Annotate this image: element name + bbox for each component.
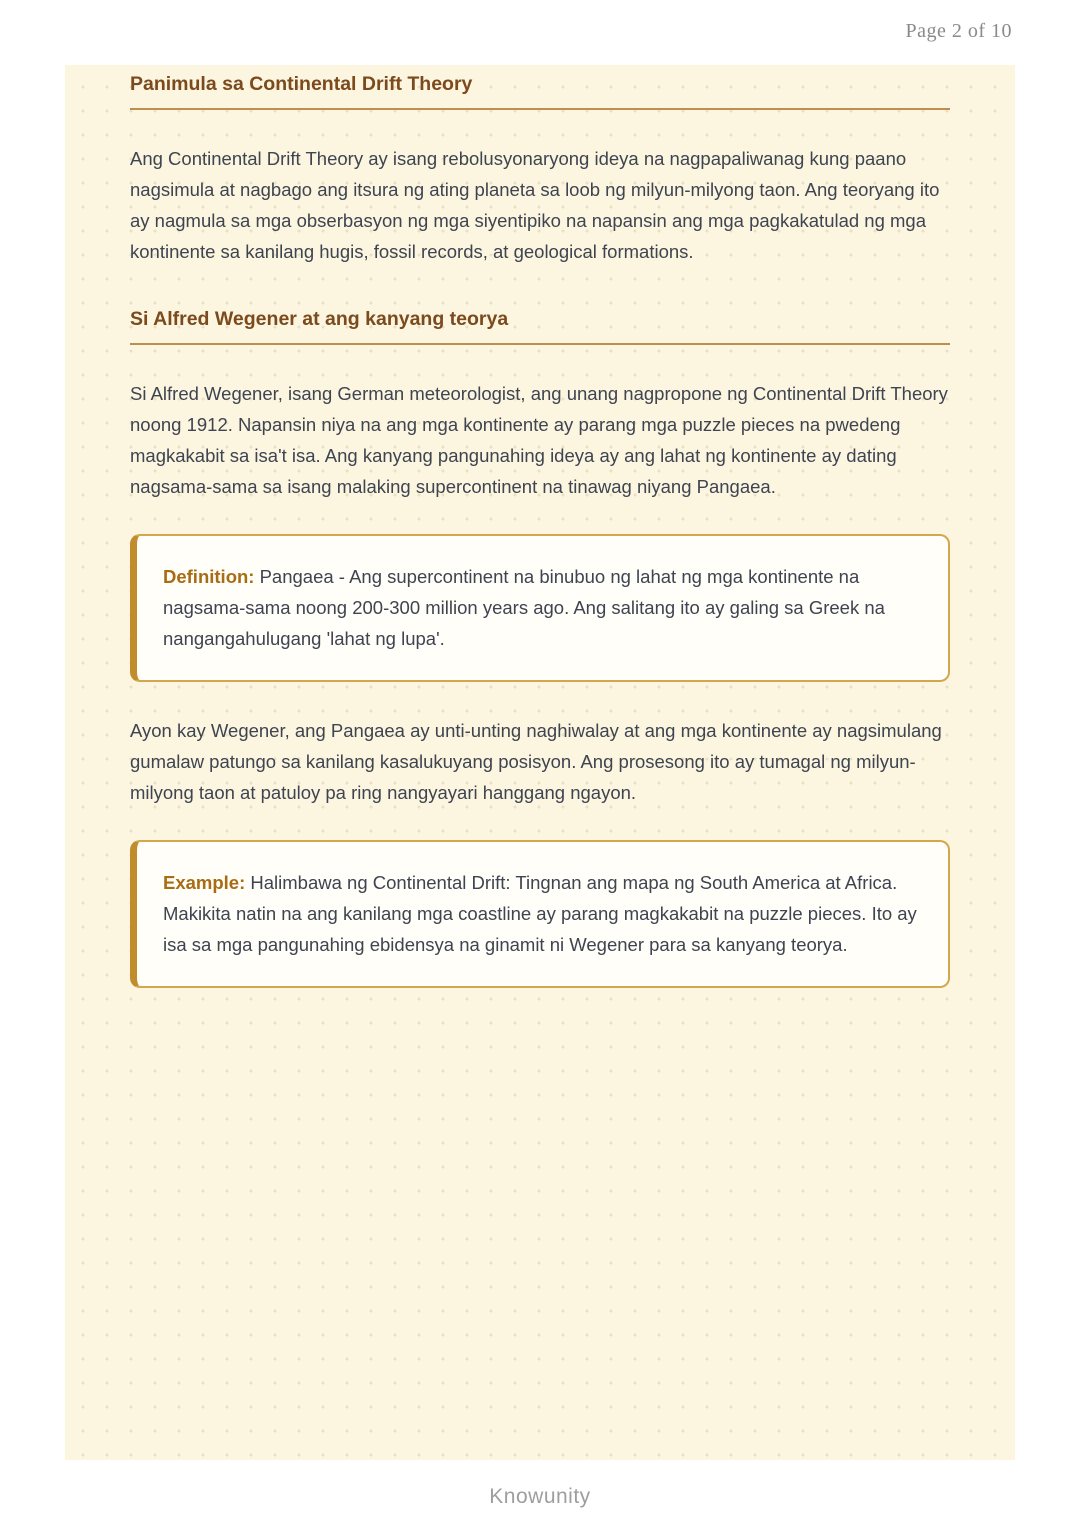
- example-body: Halimbawa ng Continental Drift: Tingnan ang mapa ng South America at Africa. Makikita natin na ang kanilang mga coastline ay parang magkakabit na puzzle pieces. Ito ay isa sa mga pangunahing ebidensya na ginamit ni Wegener para sa kanyang teorya.: [163, 872, 917, 955]
- paragraph-after-definition: Ayon kay Wegener, ang Pangaea ay unti-unting naghiwalay at ang mga kontinente ay nagsimulang gumalaw patungo sa kanilang kasalukuyang posisyon. Ang prosesong ito ay tumagal ng milyun-milyong taon at patuloy pa ring nangyayari hanggang ngayon.: [130, 720, 942, 803]
- footer-brand: Knowunity: [489, 1485, 591, 1508]
- example-callout: [130, 840, 950, 988]
- paragraph-wegener: Si Alfred Wegener, isang German meteorologist, ang unang nagpropone ng Continental Drift Theory noong 1912. Napansin niya na ang mga kontinente ay parang mga puzzle pieces na pwedeng magkakabit sa isa't isa. Ang kanyang pangunahing ideya ay ang lahat ng kontinente ay dating nagsama-sama sa isang malaking supercontinent na tinawag niyang Pangaea.: [130, 383, 948, 497]
- notes-card: [65, 65, 1015, 1460]
- heading-rule: [130, 108, 950, 110]
- example-callout-text: [163, 867, 918, 960]
- section-heading-wegener: Si Alfred Wegener at ang kanyang teorya: [130, 308, 509, 330]
- paragraph-intro: Ang Continental Drift Theory ay isang rebolusyonaryong ideya na nagpapaliwanag kung paano nagsimula at nagbago ang itsura ng ating planeta sa loob ng milyun-milyong taon. Ang teoryang ito ay nagmula sa mga obserbasyon ng mga siyentipiko na napansin ang mga pagkakatulad ng mga kontinente sa kanilang hugis, fossil records, at geological formations.: [130, 148, 940, 262]
- section-heading-panimula: Panimula sa Continental Drift Theory: [130, 73, 473, 95]
- definition-body: Pangaea - Ang supercontinent na binubuo ng lahat ng mga kontinente na nagsama-sama noong 200-300 million years ago. Ang salitang ito ay galing sa Greek na nangangahulugang 'lahat ng lupa'.: [163, 566, 885, 649]
- definition-callout-text: [163, 561, 918, 654]
- heading-rule: [130, 343, 950, 345]
- definition-callout: [130, 534, 950, 682]
- page-indicator: Page 2 of 10: [905, 20, 1012, 42]
- example-label: Example:: [163, 872, 246, 893]
- definition-label: Definition:: [163, 566, 255, 587]
